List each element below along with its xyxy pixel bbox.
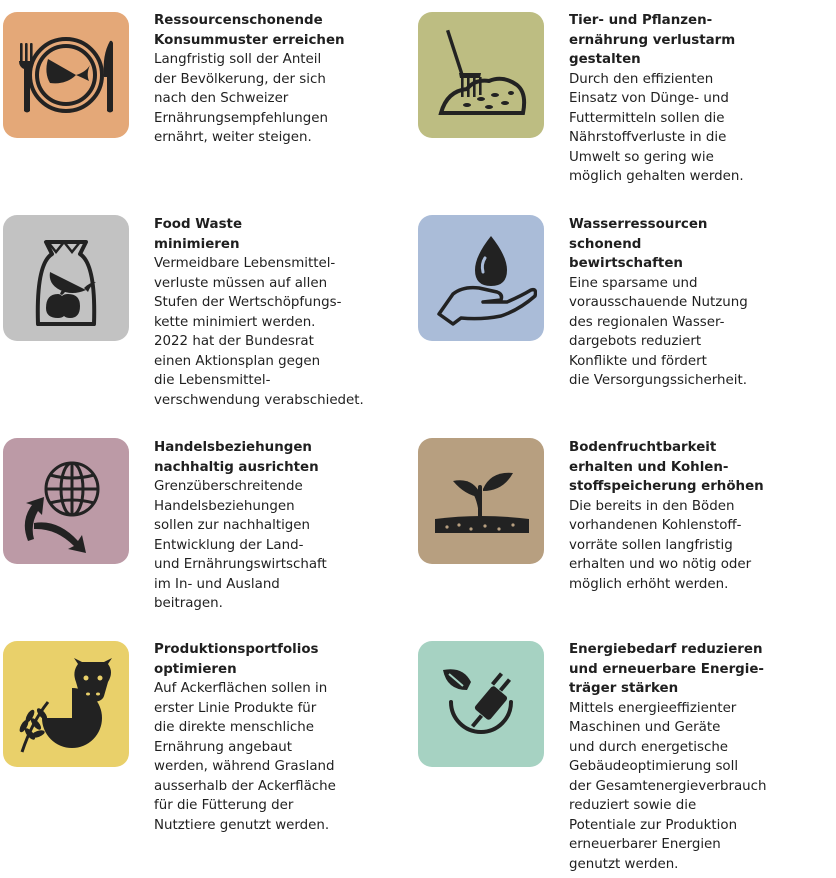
- goal-title: Produktionsportfolios optimieren: [154, 642, 319, 677]
- goal-title: Food Waste minimieren: [154, 217, 243, 252]
- goal-title: Tier- und Pflanzen- ernährung verlustarm gestalten: [569, 13, 736, 67]
- goal-tile: [3, 12, 129, 138]
- goal-text: [154, 640, 379, 835]
- sprout-soil-icon: [425, 445, 537, 557]
- hand-water-drop-icon: [425, 222, 537, 334]
- goal-description: Auf Ackerflächen sollen in erster Linie Produkte für die direkte menschliche Ernährung angebaut werden, während Grasland ausserhalb der Ackerfläche für die Fütterung der Nutztiere genutzt werden.: [154, 681, 336, 833]
- goal-tile: [418, 438, 544, 564]
- goal-title: Wasserressourcen schonend bewirtschaften: [569, 217, 708, 271]
- goal-description: Die bereits in den Böden vorhandenen Kohlenstoff- vorräte sollen langfristig erhalten und wo nötig oder möglich erhöht werden.: [569, 498, 752, 592]
- goal-tile: [3, 215, 129, 341]
- goal-description: Langfristig soll der Anteil der Bevölkerung, der sich nach den Schweizer Ernährungsempfehlungen ernährt, weiter steigen.: [154, 52, 329, 145]
- goal-title: Energiebedarf reduzieren und erneuerbare Energie- träger stärken: [569, 642, 764, 696]
- goal-title: Ressourcenschonende Konsummuster erreichen: [154, 13, 345, 48]
- goal-title: Handelsbeziehungen nachhaltig ausrichten: [154, 440, 319, 475]
- goal-text: [154, 438, 379, 614]
- goal-tile: [3, 641, 129, 767]
- goal-text: [569, 640, 794, 874]
- goal-description: Eine sparsame und vorausschauende Nutzung des regionalen Wasser- dargebots reduziert Konflikte und fördert die Versorgungssicherheit.: [569, 275, 748, 388]
- goal-text: [154, 215, 379, 410]
- goal-text: [569, 438, 794, 594]
- plate-fork-knife-icon: [10, 19, 122, 131]
- wheat-cow-pie-icon: [10, 648, 122, 760]
- goal-tile: [3, 438, 129, 564]
- pitchfork-heap-icon: [425, 19, 537, 131]
- goal-tile: [418, 12, 544, 138]
- goal-title: Bodenfruchtbarkeit erhalten und Kohlen- stoffspeicherung erhöhen: [569, 440, 764, 494]
- goal-description: Mittels energieeffizienter Maschinen und Geräte und durch energetische Gebäudeoptimierung soll der Gesamtenergieverbrauch reduziert sowie die Potentiale zur Produktion erneuerbarer Energien genutzt werden.: [569, 700, 767, 872]
- globe-arrows-icon: [10, 445, 122, 557]
- goal-text: [569, 215, 794, 391]
- bag-carrot-apple-icon: [10, 222, 122, 334]
- goal-text: [569, 11, 794, 187]
- goal-text: [154, 11, 379, 148]
- goal-tile: [418, 215, 544, 341]
- goal-description: Grenzüberschreitende Handelsbeziehungen sollen zur nachhaltigen Entwicklung der Land- und Ernährungswirtschaft im In- und Ausland beitragen.: [154, 479, 327, 611]
- goal-tile: [418, 641, 544, 767]
- goal-description: Vermeidbare Lebensmittel- verluste müssen auf allen Stufen der Wertschöpfungs- kette minimiert werden. 2022 hat der Bundesrat einen Aktionsplan gegen die Lebensmittel- verschwendung verabschiedet.: [154, 256, 364, 408]
- leaf-plug-icon: [425, 648, 537, 760]
- goal-description: Durch den effizienten Einsatz von Dünge- und Futtermitteln sollen die Nährstoffverluste in die Umwelt so gering wie möglich gehalten werden.: [569, 71, 744, 184]
